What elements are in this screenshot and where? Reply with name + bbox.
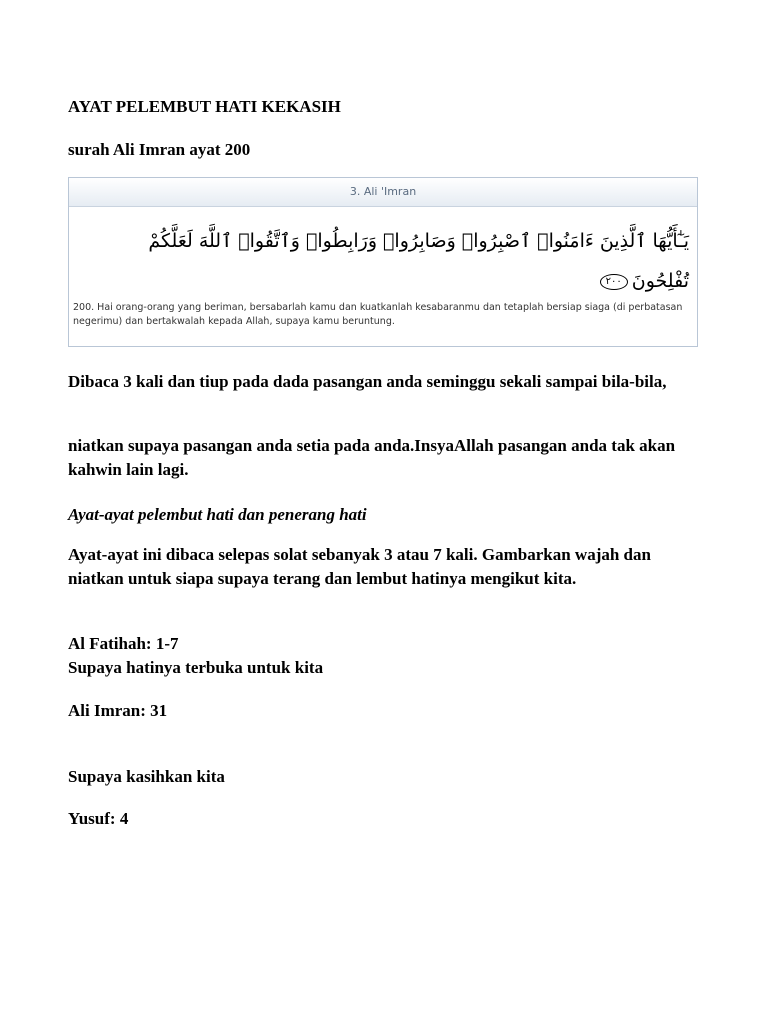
ayah-number-mark: ٢٠٠ xyxy=(600,274,628,290)
verse-reference: Ali Imran: 31 xyxy=(68,701,168,720)
verse-purpose: Supaya kasihkan kita xyxy=(68,767,225,786)
quran-verse-box xyxy=(68,177,698,347)
paragraph-instruction: Dibaca 3 kali dan tiup pada dada pasangan anda seminggu sekali sampai bila-bila, xyxy=(68,372,667,391)
arabic-line-2-text: تُفْلِحُونَ xyxy=(631,270,689,292)
verse-translation: 200. Hai orang-orang yang beriman, bersabarlah kamu dan kuatkanlah kesabaranmu dan tetaplah bersiap siaga (di perbatasan negerimu) dan bertakwalah kepada Allah, supaya kamu beruntung. xyxy=(73,302,683,327)
arabic-line-2 xyxy=(77,261,689,301)
verse-reference: Al Fatihah: 1-7 xyxy=(68,634,179,653)
section-heading: Ayat-ayat pelembut hati dan penerang hati xyxy=(68,505,367,524)
paragraph-intention: niatkan supaya pasangan anda setia pada anda.InsyaAllah pasangan anda tak akan kahwin lain lagi. xyxy=(68,436,676,479)
arabic-verse xyxy=(69,207,697,301)
verse-purpose: Supaya hatinya terbuka untuk kita xyxy=(68,658,324,677)
document-subtitle: surah Ali Imran ayat 200 xyxy=(68,140,251,159)
verse-reference: Yusuf: 4 xyxy=(68,809,129,828)
verse-reference-block xyxy=(68,632,688,680)
document-title: AYAT PELEMBUT HATI KEKASIH xyxy=(68,97,341,116)
surah-header: 3. Ali 'Imran xyxy=(69,178,697,207)
paragraph-reading-instruction: Ayat-ayat ini dibaca selepas solat sebanyak 3 atau 7 kali. Gambarkan wajah dan niatkan untuk siapa supaya terang dan lembut hatinya mengikut kita. xyxy=(68,545,651,588)
arabic-line-1: يَـٰٓأَيُّهَا ٱلَّذِينَ ءَامَنُوا۟ ٱصْبِرُوا۟ وَصَابِرُوا۟ وَرَابِطُوا۟ وَٱتَّقُوا۟ ٱللَّهَ لَعَلَّكُمْ xyxy=(148,230,689,252)
